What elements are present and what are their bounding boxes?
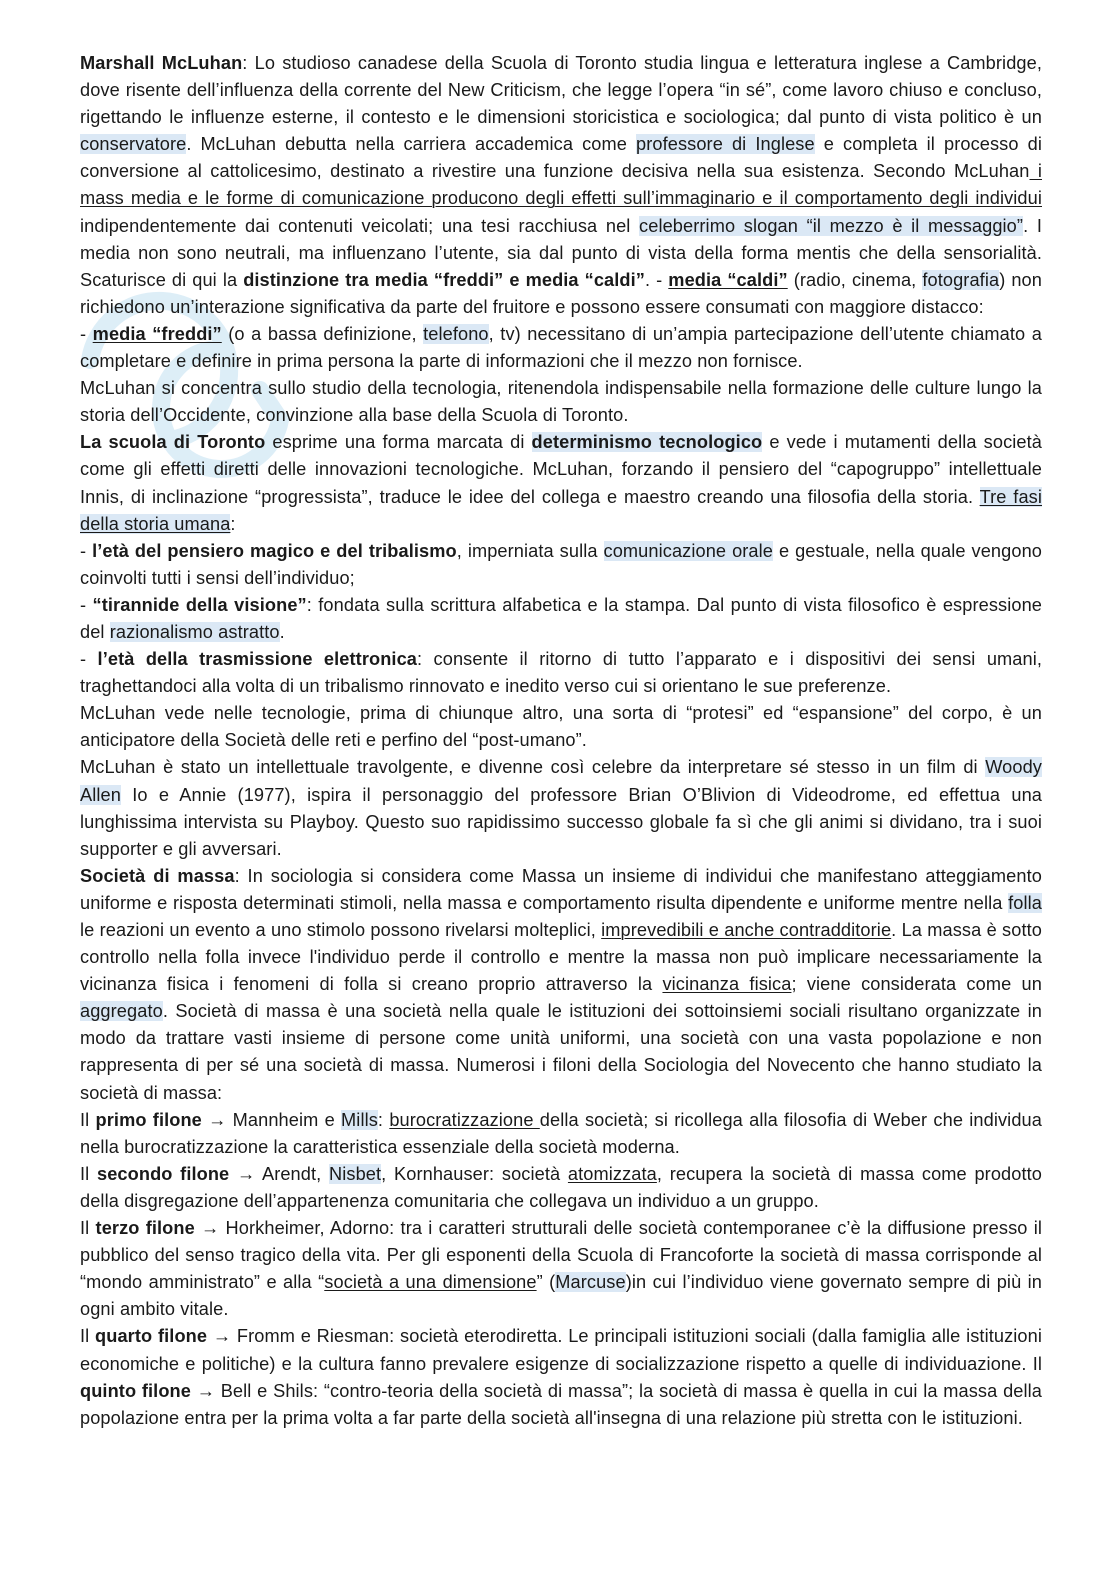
document-body (80, 50, 1042, 1432)
highlight-marcuse: Marcuse (555, 1272, 626, 1293)
text: ” ( (536, 1272, 556, 1293)
paragraph-fase-tribalismo (80, 538, 1042, 592)
highlight-woody-allen: Woody Allen (80, 757, 1042, 805)
text: della società; si ricollega alla filosofia di Weber che individua nella burocratizzazione la caratteristica essenziale della società moderna. (80, 1109, 1042, 1157)
text: Il (80, 1163, 97, 1184)
text: → Fromm e Riesman: società eterodiretta. Le principali istituzioni sociali (dalla famiglia alle istituzioni economiche e politiche) e la cultura fanno prevalere esigenze di socializzazione rispetto a quelle di individuazione. Il (80, 1326, 1042, 1374)
text: e completa il processo di conversione al cattolicesimo, destinato a rivestire una funzione decisiva nella sua esistenza. Secondo McLuhan (80, 134, 1042, 182)
paragraph-scuola-toronto (80, 429, 1042, 537)
term-distinzione-media: distinzione tra media “freddi” e media “caldi” (243, 269, 645, 290)
text: → Bell e Shils: “contro-teoria della società di massa”; la società di massa è quella in cui la massa della popolazione entra per la prima volta a far parte della società all'insegna di una relazione più stretta con le istituzioni. (80, 1380, 1042, 1428)
text: McLuhan è stato un intellettuale travolgente, e divenne così celebre da interpretare sé stesso in un film di (80, 757, 986, 778)
term-quarto-filone: quarto filone (95, 1326, 208, 1347)
paragraph-fase-visione (80, 592, 1042, 646)
highlight-slogan: celeberrimo slogan “il mezzo è il messaggio” (639, 215, 1024, 236)
term-tirannide-visione: “tirannide della visione” (92, 594, 307, 615)
paragraph-protesi: McLuhan vede nelle tecnologie, prima di chiunque altro, una sorta di “protesi” ed “espansione” del corpo, è un anticipatore della Società delle reti e perfino del “post-umano”. (80, 703, 1042, 751)
term-media-freddi: media “freddi” (92, 323, 222, 344)
text: (o a bassa definizione, (221, 323, 424, 344)
paragraph-primo-filone (80, 1107, 1042, 1161)
text: , imperniata sulla (456, 540, 604, 561)
underline-burocratizzazione: burocratizzazione (389, 1109, 540, 1130)
term-terzo-filone: terzo filone (95, 1218, 195, 1239)
term-trasmissione-elettronica: l’età della trasmissione elettronica (97, 649, 418, 670)
text: indipendentemente dai contenuti veicolati; una tesi racchiusa nel (80, 215, 640, 236)
underline-mass-media-effetti: i mass media e le forme di comunicazione producono degli effetti sull’immaginario e il comportamento degli individui (80, 161, 1042, 209)
term-quinto-filone: quinto filone (80, 1380, 191, 1401)
underline-atomizzata: atomizzata (567, 1163, 657, 1184)
highlight-nisbet: Nisbet (329, 1163, 382, 1184)
paragraph-secondo-filone (80, 1161, 1042, 1215)
text: Il (80, 1218, 96, 1239)
text: : fondata sulla scrittura alfabetica e la stampa. Dal punto di vista filosofico è espressione del (80, 594, 1042, 642)
text: - (80, 323, 93, 344)
text: le reazioni un evento a uno stimolo possono rivelarsi molteplici, (80, 920, 602, 940)
underline-imprevedibili: imprevedibili e anche contradditorie (601, 920, 892, 940)
text: ; viene considerata come un (791, 974, 1042, 995)
text: → Arendt, (229, 1163, 329, 1184)
text: e gestuale, nella quale vengono coinvolti tutti i sensi dell’individuo; (80, 540, 1043, 588)
text: , recupera la società di massa come prodotto della disgregazione dell’appartenenza comunitaria che collegava un individuo a un gruppo. (80, 1163, 1043, 1211)
highlight-comunicazione-orale: comunicazione orale (603, 540, 774, 561)
highlight-folla: folla (1008, 892, 1042, 913)
paragraph-terzo-filone (80, 1215, 1042, 1323)
text: Il (80, 1109, 96, 1130)
highlight-mills: Mills (341, 1109, 378, 1130)
text: (radio, cinema, (787, 269, 923, 290)
highlight-tre-fasi: Tre fasi della storia umana (80, 486, 1042, 534)
text: : (377, 1109, 390, 1130)
text: - (80, 594, 93, 615)
term-societa-di-massa: Società di massa (80, 865, 235, 886)
text: : Lo studioso canadese della Scuola di Toronto studia lingua e letteratura inglese a Cambridge, dove risente dell’influenza della corrente del New Criticism, che legge l’opera “in sé”, come lavoro chiuso e concluso, rigettando le influenze esterne, il contesto e le dimensioni storicistica e sociologica; dal punto di vista politico è un (80, 53, 1042, 128)
text: . (279, 621, 285, 642)
text: . McLuhan debutta nella carriera accademica come (186, 134, 636, 155)
text: - (80, 649, 98, 670)
text: , Kornhauser: società (381, 1163, 568, 1184)
highlight-fotografia: fotografia (922, 269, 1000, 290)
paragraph-mcluhan-intro (80, 50, 1042, 321)
paragraph-fase-elettronica (80, 646, 1042, 700)
highlight-professore-inglese: professore di Inglese (636, 134, 815, 155)
text: , tv) necessitano di un’ampia partecipazione dell’utente chiamato a completare e definire in prima persona la parte di informazioni che il mezzo non fornisce. (80, 323, 1042, 372)
paragraph-tecnologia: McLuhan si concentra sullo studio della tecnologia, ritenendola indispensabile nella formazione delle culture lungo la storia dell’Occidente, convinzione alla base della Scuola di Toronto. (80, 378, 1042, 426)
text: → Horkheimer, Adorno: tra i caratteri strutturali delle società contemporanee c’è la diffusione presso il pubblico del senso tragico della vita. Per gli esponenti della Scuola di Francoforte la società di massa corrisponde al “mondo amministrato” e alla “ (80, 1218, 1043, 1293)
text: . I media non sono neutrali, ma influenzano l’utente, sia dal punto di vista della forma mentis che della sensorialità. Scaturisce di qui la (80, 215, 1042, 290)
text: : In sociologia si considera come Massa un insieme di individui che manifestano atteggiamento uniforme e risposta determinati stimoli, nella massa e comportamento risulta dipendente e uniforme mentre nella (80, 865, 1042, 913)
text: Il (80, 1326, 96, 1347)
text: - (80, 540, 93, 561)
term-scuola-toronto: La scuola di Toronto (80, 432, 266, 453)
underline-vicinanza-fisica: vicinanza fisica (662, 974, 792, 995)
term-primo-filone: primo filone (95, 1109, 202, 1130)
text: e vede i mutamenti della società come gli effetti diretti delle innovazioni tecnologiche. McLuhan, forzando il pensiero del “capogruppo” intellettuale Innis, di inclinazione “progressista”, traduce le idee del collega e maestro creando una filosofia della storia. (80, 432, 1042, 507)
underline-societa-una-dimensione: società a una dimensione (324, 1272, 537, 1293)
paragraph-media-freddi (80, 321, 1042, 375)
highlight-razionalismo: razionalismo astratto (109, 621, 280, 642)
term-media-caldi: media “caldi” (668, 269, 788, 290)
highlight-telefono: telefono (423, 323, 489, 344)
paragraph-quarto-quinto-filone (80, 1323, 1042, 1431)
term-secondo-filone: secondo filone (97, 1163, 230, 1184)
highlight-aggregato: aggregato (80, 1001, 163, 1022)
text: : (230, 513, 236, 534)
text: esprime una forma marcata di (265, 432, 532, 453)
highlight-conservatore: conservatore (80, 134, 187, 155)
text: . Società di massa è una società nella quale le istituzioni dei sottoinsiemi sociali risultano organizzate in modo da trattare vasti insieme di persone come unità uniformi, una società con una vasta popolazione e non rappresenta di per sé una società di massa. Numerosi i filoni della Sociologia del Novecento che hanno studiato la società di massa: (80, 1001, 1042, 1103)
paragraph-societa-massa (80, 863, 1042, 1107)
term-determinismo-tecnologico: determinismo tecnologico (531, 432, 763, 453)
text: . La massa è sotto controllo nella folla invece l'individuo perde il controllo e mentre la massa non può implicare necessariamente la vicinanza fisica i fenomeni di folla si creano proprio attraverso la (80, 920, 1042, 995)
text: → Mannheim e (201, 1109, 342, 1130)
text: . - (644, 269, 669, 290)
term-pensiero-magico: l’età del pensiero magico e del tribalismo (92, 540, 457, 561)
paragraph-celebrita (80, 754, 1042, 862)
text: Io e Annie (1977), ispira il personaggio del professore Brian O’Blivion di Videodrome, ed effettua una lunghissima intervista su Playboy. Questo suo rapidissimo successo globale fa sì che gli animi si dividano, tra i suoi supporter e gli avversari. (80, 784, 1042, 859)
term-marshall-mcluhan: Marshall McLuhan (80, 53, 243, 73)
text: : consente il ritorno di tutto l’apparato e i dispositivi dei sensi umani, traghettandoci alla volta di un tribalismo rinnovato e inedito verso cui si orientano le sue preferenze. (80, 649, 1043, 697)
text: ) non richiedono un’interazione significativa da parte del fruitore e possono essere consumati con maggiore distacco: (80, 269, 1042, 317)
text: )in cui l’individuo viene governato sempre di più in ogni ambito vitale. (80, 1272, 1043, 1320)
